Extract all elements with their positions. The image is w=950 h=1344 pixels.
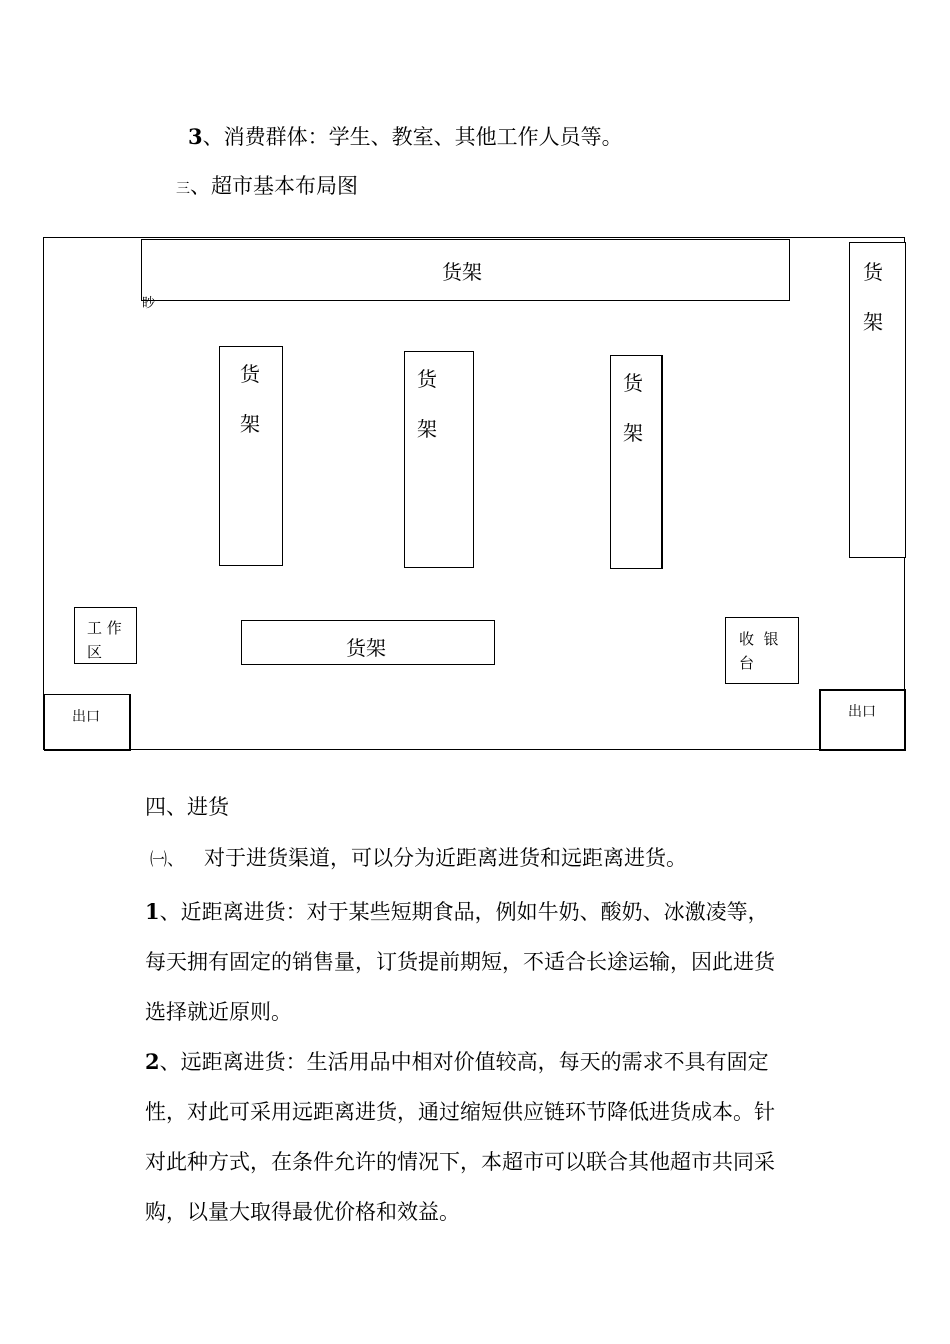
cashier-label-2: 台 bbox=[739, 654, 755, 672]
p2-line-3: 对此种方式，在条件允许的情况下，本超市可以联合其他超市共同采 bbox=[145, 1150, 775, 1174]
sub-number: ㈠、 bbox=[150, 850, 184, 870]
middle-shelf-3-char1: 货 bbox=[623, 371, 643, 395]
middle-shelf-2-char2: 架 bbox=[417, 417, 437, 441]
bottom-shelf-label: 货架 bbox=[346, 636, 386, 660]
right-shelf bbox=[849, 242, 906, 558]
work-area-label-1: 工 作 bbox=[87, 619, 122, 637]
layout-heading bbox=[176, 176, 358, 197]
middle-shelf-3-char2: 架 bbox=[623, 421, 643, 445]
middle-shelf-1-char2: 架 bbox=[240, 412, 260, 436]
middle-shelf-2-char1: 货 bbox=[417, 367, 437, 391]
p1-text-1: 、近距离进货：对于某些短期食品，例如牛奶、酸奶、冰激凌等， bbox=[159, 900, 769, 924]
exit-right-label: 出口 bbox=[848, 704, 876, 720]
exit-right bbox=[819, 689, 906, 751]
exit-left-label: 出口 bbox=[72, 709, 100, 725]
consumer-group-line bbox=[188, 126, 623, 148]
work-area bbox=[74, 607, 137, 664]
work-area-label-2: 区 bbox=[87, 643, 103, 661]
right-shelf-char2: 架 bbox=[863, 310, 883, 334]
cashier-desk bbox=[725, 617, 799, 684]
middle-shelf-1-char1: 货 bbox=[240, 362, 260, 386]
purchase-heading: 四、进货 bbox=[145, 795, 229, 819]
p1-line-3: 选择就近原则。 bbox=[145, 1000, 292, 1024]
exit-left bbox=[44, 694, 131, 751]
p2-line-1 bbox=[145, 1046, 769, 1076]
stray-mark: 眇 bbox=[142, 296, 156, 311]
middle-shelf-2 bbox=[404, 351, 474, 568]
middle-shelf-1 bbox=[219, 346, 283, 566]
sub-text: 对于进货渠道，可以分为近距离进货和远距离进货。 bbox=[204, 846, 687, 870]
cashier-label-1: 收 银 bbox=[739, 630, 779, 648]
purchase-subheading bbox=[150, 848, 687, 869]
p2-text-1: 、远距离进货：生活用品中相对价值较高，每天的需求不具有固定 bbox=[159, 1050, 769, 1074]
p1-line-1 bbox=[145, 896, 769, 926]
right-shelf-char1: 货 bbox=[863, 260, 883, 284]
p2-number: 2 bbox=[145, 1049, 160, 1074]
p2-line-2: 性，对此可采用远距离进货，通过缩短供应链环节降低进货成本。针 bbox=[145, 1100, 775, 1124]
bottom-shelf bbox=[241, 620, 495, 665]
p2-line-4: 购，以量大取得最优价格和效益。 bbox=[145, 1200, 460, 1224]
heading-text: 、超市基本布局图 bbox=[190, 174, 358, 198]
consumer-group-text: 、消费群体：学生、教室、其他工作人员等。 bbox=[202, 125, 623, 149]
p1-number: 1 bbox=[145, 899, 160, 924]
item-number: 3 bbox=[188, 124, 203, 149]
top-shelf bbox=[141, 239, 790, 301]
store-floor-plan bbox=[43, 237, 905, 750]
middle-shelf-3 bbox=[610, 355, 663, 569]
p1-line-2: 每天拥有固定的销售量，订货提前期短，不适合长途运输，因此进货 bbox=[145, 950, 775, 974]
heading-number: 三 bbox=[176, 181, 190, 197]
top-shelf-label: 货架 bbox=[442, 260, 482, 284]
